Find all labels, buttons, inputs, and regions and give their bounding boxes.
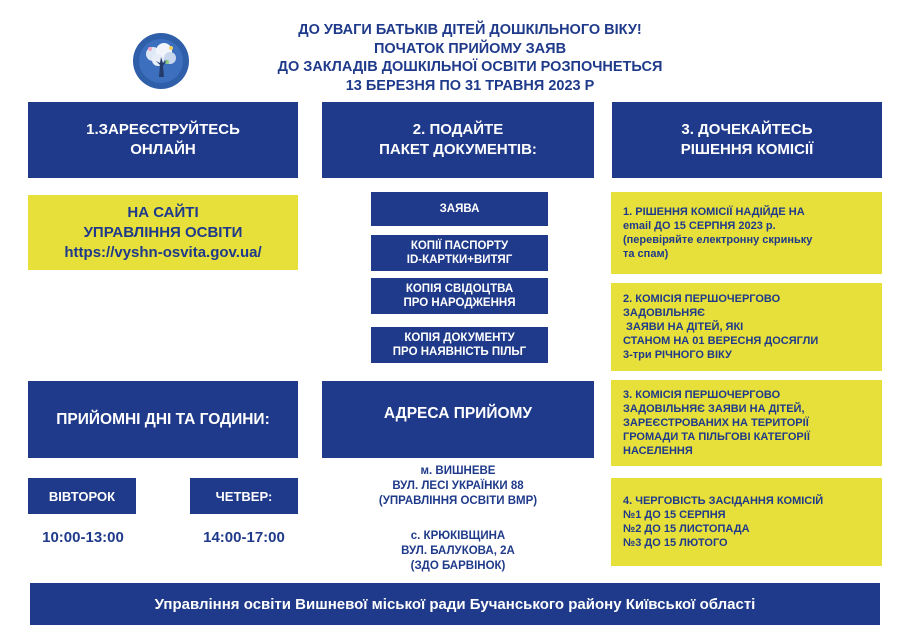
- document-line: ПРО НАРОДЖЕННЯ: [403, 297, 516, 309]
- title-line: ДО УВАГИ БАТЬКІВ ДІТЕЙ ДОШКІЛЬНОГО ВІКУ!: [298, 22, 642, 38]
- footer-text: Управління освіти Вишневої міської ради Бучанського району Київської області: [154, 595, 756, 613]
- document-line: КОПІЯ СВІДОЦТВА: [405, 283, 514, 295]
- document-application: [371, 192, 548, 226]
- decision-3: [611, 380, 882, 466]
- reception-time-thursday: [176, 527, 312, 547]
- decision-line: ГРОМАДИ ТА ПІЛЬГОВІ КАТЕГОРІЇ: [623, 431, 810, 443]
- decision-line: 4. ЧЕРГОВІСТЬ ЗАСІДАННЯ КОМІСІЙ: [623, 495, 824, 507]
- decision-line: ЗАРЕЄСТРОВАНИХ НА ТЕРИТОРІЇ: [623, 417, 809, 429]
- title-line: 13 БЕРЕЗНЯ ПО 31 ТРАВНЯ 2023 Р: [345, 77, 595, 94]
- reception-header: [28, 381, 298, 458]
- website-line: УПРАВЛІННЯ ОСВІТИ: [83, 223, 243, 241]
- document-birth-certificate: [371, 278, 548, 314]
- address-line: ВУЛ. ЛЕСІ УКРАЇНКИ 88: [392, 479, 524, 492]
- day-label: ВІВТОРОК: [48, 488, 116, 504]
- document-passport: [371, 235, 548, 271]
- decision-line: 1. РІШЕННЯ КОМІСІЇ НАДІЙДЕ НА: [623, 206, 805, 218]
- address-line: м. ВИШНЕВЕ: [420, 464, 496, 477]
- step-3-line: 3. ДОЧЕКАЙТЕСЬ: [681, 121, 813, 138]
- decision-line: 2. КОМІСІЯ ПЕРШОЧЕРГОВО: [623, 293, 781, 305]
- decision-line: ЗАДОВІЛЬНЯЄ ЗАЯВИ НА ДІТЕЙ,: [623, 403, 805, 415]
- address-line: с. КРЮКІВЩИНА: [410, 529, 506, 542]
- decision-line: 3. КОМІСІЯ ПЕРШОЧЕРГОВО: [623, 389, 781, 401]
- website-line: НА САЙТІ: [127, 203, 199, 221]
- decision-4: [611, 478, 882, 566]
- document-line: ЗАЯВА: [439, 203, 480, 215]
- decision-line: НАСЕЛЕННЯ: [623, 445, 693, 457]
- document-line: КОПІЯ ДОКУМЕНТУ: [404, 332, 515, 344]
- website-box: [28, 195, 298, 270]
- decision-1: [611, 192, 882, 274]
- page-title: [200, 21, 740, 95]
- address-header-label: АДРЕСА ПРИЙОМУ: [383, 405, 533, 422]
- address-line: (ЗДО БАРВІНОК): [410, 559, 506, 572]
- decision-line: та спам): [623, 248, 669, 260]
- step-1-header: [28, 102, 298, 178]
- document-line: ID-КАРТКИ+ВИТЯГ: [406, 254, 513, 266]
- title-line: ПОЧАТОК ПРИЙОМУ ЗАЯВ: [373, 40, 567, 57]
- address-line: ВУЛ. БАЛУКОВА, 2А: [401, 544, 515, 557]
- decision-line: ЗАДОВІЛЬНЯЄ: [623, 307, 705, 319]
- decision-line: СТАНОМ НА 01 ВЕРЕСНЯ ДОСЯГЛИ: [623, 335, 819, 347]
- address-vyshneve: [322, 462, 594, 510]
- step-2-header: [322, 102, 594, 178]
- decision-2: [611, 283, 882, 371]
- address-line: (УПРАВЛІННЯ ОСВІТИ ВМР): [378, 494, 538, 507]
- decision-line: 3-три РІЧНОГО ВІКУ: [623, 349, 732, 361]
- step-3-line: РІШЕННЯ КОМІСІЇ: [680, 141, 814, 158]
- document-benefits: [371, 327, 548, 363]
- tree-icon: [137, 37, 185, 85]
- address-header: [322, 381, 594, 458]
- title-line: ДО ЗАКЛАДІВ ДОШКІЛЬНОЇ ОСВІТИ РОЗПОЧНЕТЬСЯ: [277, 59, 663, 75]
- decision-line: ЗАЯВИ НА ДІТЕЙ, ЯКІ: [626, 321, 744, 333]
- document-line: ПРО НАЯВНІСТЬ ПІЛЬГ: [392, 346, 527, 358]
- step-2-line: ПАКЕТ ДОКУМЕНТІВ:: [379, 141, 537, 158]
- decision-line: №1 ДО 15 СЕРПНЯ: [623, 509, 726, 521]
- document-line: КОПІЇ ПАСПОРТУ: [410, 240, 509, 252]
- reception-header-label: ПРИЙОМНІ ДНІ ТА ГОДИНИ:: [56, 410, 270, 428]
- decision-line: №2 ДО 15 ЛИСТОПАДА: [623, 523, 750, 535]
- reception-day-thursday: [190, 478, 298, 514]
- time-label: 14:00-17:00: [203, 528, 285, 546]
- reception-time-tuesday: [14, 527, 152, 547]
- step-1-line: 1.ЗАРЕЄСТРУЙТЕСЬ: [86, 121, 240, 138]
- decision-line: №3 ДО 15 ЛЮТОГО: [623, 537, 728, 549]
- time-label: 10:00-13:00: [42, 528, 124, 546]
- step-3-header: [612, 102, 882, 178]
- day-label: ЧЕТВЕР:: [215, 488, 273, 504]
- footer-banner: [30, 583, 880, 625]
- decision-line: (перевіряйте електронну скриньку: [623, 234, 813, 246]
- step-1-line: ОНЛАЙН: [130, 141, 196, 158]
- decision-line: email ДО 15 СЕРПНЯ 2023 р.: [623, 220, 776, 232]
- reception-day-tuesday: [28, 478, 136, 514]
- step-2-line: 2. ПОДАЙТЕ: [412, 121, 504, 138]
- website-link[interactable]: https://vyshn-osvita.gov.ua/: [64, 243, 262, 261]
- logo: [133, 33, 189, 89]
- address-kriukivshchyna: [322, 527, 594, 575]
